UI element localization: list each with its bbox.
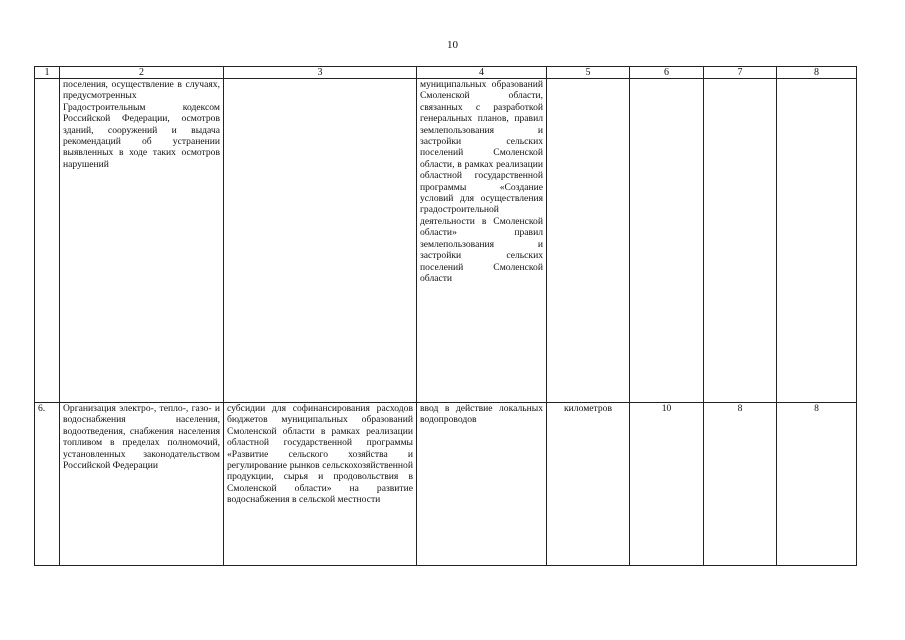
indicator-cell: муниципальных образований Смоленской области, связанных с разработкой генеральных планов, правил землепользования и застройки сельских поселений Смоленской области, в рамках реализации областной государственной программы «Создание условий для осуществления градостроительной деятельности в Смоленской области» правил землепользования и застройки сельских поселений Смоленской области [417, 79, 547, 403]
data-table [34, 66, 857, 566]
funding-cell [224, 79, 417, 403]
value-cell-8 [777, 79, 857, 403]
page-number: 10 [447, 39, 458, 51]
col-header-4: 4 [417, 67, 547, 79]
indicator-cell: ввод в действие локальных водопроводов [417, 403, 547, 566]
col-header-7: 7 [704, 67, 777, 79]
col-header-2: 2 [60, 67, 224, 79]
col-header-1: 1 [35, 67, 60, 79]
col-header-8: 8 [777, 67, 857, 79]
activity-cell: поселения, осуществление в случаях, предусмотренных Градостроительным кодексом Российской Федерации, осмотров зданий, сооружений и выдача рекомендаций об устранении выявленных в ходе таких осмотров нарушений [60, 79, 224, 403]
unit-cell: километров [547, 403, 630, 566]
table-row [35, 79, 857, 403]
row-number-cell [35, 79, 60, 403]
header-row [35, 67, 857, 79]
funding-cell: субсидии для софинансирования расходов бюджетов муниципальных образований Смоленской области в рамках реализации областной государственной программы «Развитие сельского хозяйства и регулирование рынков сельскохозяйственной продукции, сырья и продовольствия в Смоленской области» на развитие водоснабжения в сельской местности [224, 403, 417, 566]
activity-cell: Организация электро-, тепло-, газо- и водоснабжения населения, водоотведения, снабжения населения топливом в пределах полномочий, установленных законодательством Российской Федерации [60, 403, 224, 566]
value-cell-7: 8 [704, 403, 777, 566]
col-header-3: 3 [224, 67, 417, 79]
unit-cell [547, 79, 630, 403]
value-cell-8: 8 [777, 403, 857, 566]
col-header-6: 6 [630, 67, 704, 79]
value-cell-7 [704, 79, 777, 403]
table-row [35, 403, 857, 566]
row-number-cell: 6. [35, 403, 60, 566]
value-cell-6: 10 [630, 403, 704, 566]
col-header-5: 5 [547, 67, 630, 79]
value-cell-6 [630, 79, 704, 403]
